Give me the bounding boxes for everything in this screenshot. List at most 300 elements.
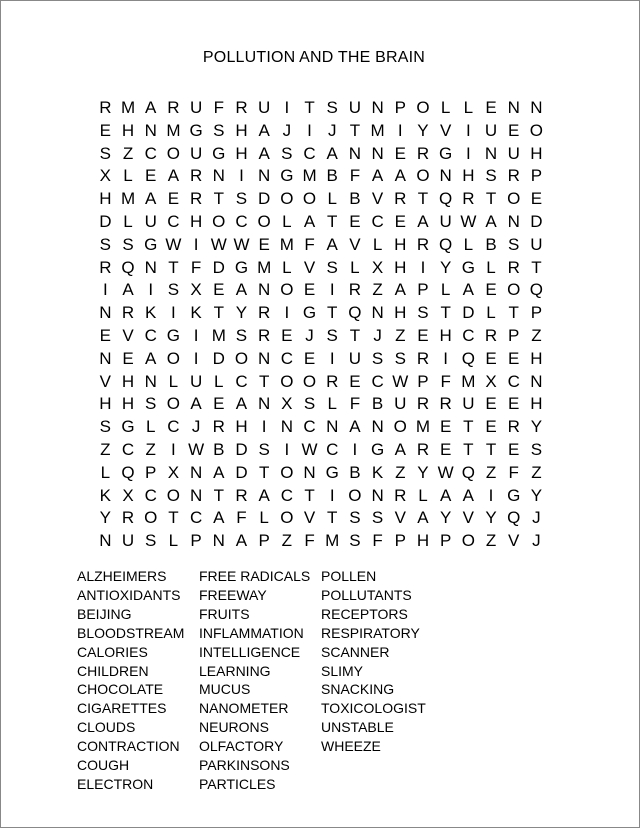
grid-letter: P (190, 531, 202, 551)
grid-letter: A (258, 485, 270, 505)
grid-letter: U (189, 143, 203, 163)
grid-letter: W (233, 234, 250, 254)
word-list-item: BLOODSTREAM (77, 624, 185, 641)
grid-letter: P (145, 462, 157, 482)
grid-letter: B (349, 189, 361, 209)
grid-letter: M (166, 120, 181, 140)
grid-letter: L (327, 189, 337, 209)
grid-letter: Z (100, 439, 111, 459)
grid-letter: L (168, 371, 179, 391)
grid-letter: N (258, 166, 271, 186)
grid-letter: I (102, 280, 108, 300)
grid-letter: J (191, 417, 201, 437)
grid-letter: U (189, 98, 203, 117)
grid-letter: D (530, 211, 543, 231)
grid-letter: O (166, 485, 181, 505)
word-list-item: CHOCOLATE (77, 681, 164, 698)
grid-letter: S (326, 257, 338, 277)
word-list-item: FRUITS (199, 605, 250, 622)
grid-letter: C (326, 439, 339, 459)
grid-letter: L (418, 485, 428, 505)
grid-letter: R (507, 257, 520, 277)
grid-letter: C (144, 143, 157, 163)
grid-letter: T (327, 508, 338, 528)
grid-letter: P (394, 98, 406, 117)
grid-letter: E (508, 439, 520, 459)
word-list-item: OLFACTORY (199, 738, 284, 755)
grid-letter: R (235, 485, 248, 505)
grid-letter: W (460, 211, 477, 231)
grid-letter: L (372, 234, 383, 254)
grid-letter: E (394, 143, 406, 163)
grid-letter: U (121, 531, 135, 551)
grid-letter: B (213, 439, 225, 459)
grid-letter: S (99, 417, 112, 437)
grid-letter: I (284, 98, 290, 117)
grid-letter: R (121, 508, 135, 528)
grid-letter: A (190, 394, 202, 414)
grid-letter: K (371, 462, 384, 482)
grid-letter: T (327, 303, 338, 323)
grid-letter: E (281, 325, 293, 345)
grid-letter: G (166, 325, 181, 345)
word-list-item: BEIJING (77, 605, 132, 622)
grid-letter: H (439, 325, 452, 345)
grid-letter: A (417, 211, 429, 231)
grid-letter: E (122, 348, 134, 368)
grid-letter: U (144, 211, 157, 231)
word-list-item: CONTRACTION (77, 738, 180, 755)
word-list-item: SCANNER (321, 643, 390, 660)
grid-letter: O (257, 211, 271, 231)
letter-grid (94, 97, 548, 553)
grid-letter: Y (530, 417, 543, 437)
grid-letter: G (325, 462, 339, 482)
grid-letter: S (213, 120, 225, 140)
grid-letter: V (303, 257, 316, 277)
grid-letter: E (99, 325, 112, 345)
grid-letter: R (416, 234, 430, 254)
grid-letter: G (370, 439, 385, 459)
grid-letter: A (213, 508, 225, 528)
grid-letter: T (213, 303, 224, 323)
grid-letter: I (329, 280, 335, 300)
grid-letter: N (189, 462, 203, 482)
grid-letter: C (121, 439, 135, 459)
grid-letter: E (485, 394, 497, 414)
grid-letter: R (416, 143, 430, 163)
grid-letter: M (415, 417, 431, 437)
grid-letter: H (235, 120, 248, 140)
grid-letter: P (530, 166, 543, 186)
grid-letter: C (303, 143, 316, 163)
grid-letter: F (304, 234, 315, 254)
grid-letter: L (145, 417, 156, 437)
grid-letter: N (530, 371, 543, 391)
grid-letter: T (304, 485, 315, 505)
grid-letter: V (394, 508, 406, 528)
grid-letter: X (371, 257, 384, 277)
grid-letter: N (371, 143, 384, 163)
grid-letter: N (189, 485, 203, 505)
grid-letter: J (532, 508, 541, 528)
grid-letter: L (463, 234, 474, 254)
grid-letter: Q (439, 234, 453, 254)
grid-letter: V (439, 120, 452, 140)
grid-letter: R (258, 325, 271, 345)
grid-letter: O (302, 189, 317, 209)
grid-letter: S (145, 394, 157, 414)
grid-letter: S (281, 143, 293, 163)
word-list-item: INFLAMMATION (199, 624, 304, 641)
grid-letter: R (484, 325, 498, 345)
word-list-item: CIGARETTES (77, 700, 167, 717)
word-list-column-2 (199, 567, 310, 794)
grid-letter: U (484, 120, 498, 140)
grid-letter: V (508, 531, 520, 551)
word-list-item: MUCUS (199, 681, 251, 698)
word-list-item: CALORIES (77, 643, 148, 660)
grid-letter: Z (281, 531, 293, 551)
grid-letter: P (258, 531, 270, 551)
grid-letter: F (349, 394, 361, 414)
grid-letter: G (144, 234, 158, 254)
grid-letter: T (327, 211, 338, 231)
word-list-item: ALZHEIMERS (77, 568, 167, 584)
grid-letter: F (508, 462, 519, 482)
grid-letter: U (462, 394, 475, 414)
grid-letter: J (305, 325, 314, 345)
grid-letter: L (214, 371, 224, 391)
grid-letter: D (99, 211, 112, 231)
grid-letter: V (462, 508, 475, 528)
grid-letter: N (303, 462, 316, 482)
grid-letter: O (280, 189, 294, 209)
grid-letter: T (440, 303, 451, 323)
grid-letter: N (99, 303, 112, 323)
grid-letter: E (485, 348, 497, 368)
grid-letter: E (303, 348, 316, 368)
grid-letter: F (213, 98, 224, 117)
grid-letter: G (302, 303, 317, 323)
grid-letter: E (439, 439, 452, 459)
grid-letter: O (393, 417, 407, 437)
grid-letter: E (394, 211, 406, 231)
grid-letter: F (349, 166, 361, 186)
grid-letter: G (280, 166, 294, 186)
word-list-item: NANOMETER (199, 700, 289, 717)
grid-letter: Y (99, 508, 112, 528)
grid-letter: O (348, 485, 362, 505)
word-list-item: TOXICOLOGIST (321, 700, 426, 717)
grid-letter: C (235, 211, 248, 231)
grid-letter: I (397, 120, 403, 140)
grid-letter: T (485, 439, 497, 459)
grid-letter: O (166, 394, 181, 414)
grid-letter: A (122, 280, 134, 300)
grid-letter: E (349, 211, 361, 231)
grid-letter: T (258, 371, 270, 391)
grid-letter: L (440, 98, 451, 117)
grid-letter: S (349, 531, 361, 551)
grid-letter: V (371, 189, 384, 209)
grid-letter: R (507, 166, 520, 186)
grid-letter: A (167, 166, 180, 186)
grid-letter: Q (348, 303, 362, 323)
grid-letter: E (167, 189, 180, 209)
grid-letter: I (329, 348, 335, 368)
grid-letter: R (416, 348, 430, 368)
grid-letter: O (234, 348, 249, 368)
grid-letter: J (282, 120, 292, 140)
grid-letter: O (507, 189, 521, 209)
grid-letter: A (258, 143, 270, 163)
grid-letter: D (212, 257, 225, 277)
grid-letter: A (462, 280, 475, 300)
grid-letter: N (530, 98, 543, 117)
grid-letter: I (443, 348, 449, 368)
grid-letter: T (349, 120, 361, 140)
grid-letter: M (461, 371, 476, 391)
grid-letter: O (212, 211, 226, 231)
grid-letter: A (394, 439, 406, 459)
grid-letter: N (507, 98, 520, 117)
grid-letter: C (303, 417, 316, 437)
grid-letter: L (123, 166, 133, 186)
grid-letter: O (416, 166, 430, 186)
grid-letter: I (284, 439, 290, 459)
grid-letter: R (235, 98, 248, 117)
grid-letter: R (394, 485, 407, 505)
grid-letter: H (235, 143, 248, 163)
grid-letter: O (280, 508, 294, 528)
grid-letter: E (258, 234, 270, 254)
grid-letter: C (235, 371, 248, 391)
grid-letter: E (349, 371, 361, 391)
grid-letter: H (416, 531, 430, 551)
grid-letter: C (189, 508, 203, 528)
grid-letter: E (145, 166, 157, 186)
grid-letter: S (303, 394, 316, 414)
grid-letter: E (485, 417, 497, 437)
grid-letter: M (279, 234, 294, 254)
grid-letter: Q (461, 462, 475, 482)
grid-letter: G (234, 257, 249, 277)
grid-letter: W (165, 234, 182, 254)
word-list-item: POLLEN (321, 568, 377, 584)
grid-letter: U (348, 98, 362, 117)
grid-letter: C (144, 485, 157, 505)
grid-letter: A (394, 280, 406, 300)
grid-letter: Z (395, 325, 406, 345)
grid-letter: N (212, 531, 225, 551)
grid-letter: G (507, 485, 521, 505)
grid-letter: N (258, 280, 271, 300)
grid-letter: I (239, 166, 244, 186)
grid-letter: E (303, 280, 316, 300)
grid-letter: U (439, 211, 452, 231)
grid-letter: X (485, 371, 497, 391)
grid-letter: S (99, 234, 112, 254)
word-list-item: INTELLIGENCE (199, 643, 301, 660)
grid-letter: N (258, 348, 271, 368)
grid-letter: A (439, 485, 452, 505)
grid-letter: E (213, 394, 225, 414)
grid-letter: W (210, 234, 227, 254)
grid-letter: N (484, 143, 498, 163)
grid-letter: N (371, 98, 384, 117)
grid-letter: S (417, 303, 429, 323)
grid-letter: N (371, 303, 384, 323)
grid-letter: S (326, 98, 338, 117)
grid-letter: R (212, 417, 225, 437)
grid-letter: S (485, 166, 497, 186)
grid-letter: Q (121, 257, 135, 277)
grid-letter: J (373, 325, 382, 345)
grid-letter: U (258, 98, 271, 117)
grid-letter: H (394, 234, 407, 254)
grid-letter: Z (395, 462, 406, 482)
grid-letter: I (261, 417, 267, 437)
grid-letter: T (485, 189, 497, 209)
grid-letter: I (193, 325, 199, 345)
grid-letter: S (99, 143, 112, 163)
grid-letter: D (258, 189, 271, 209)
grid-letter: N (144, 257, 157, 277)
grid-letter: C (462, 325, 475, 345)
grid-letter: C (280, 348, 293, 368)
grid-letter: Y (485, 508, 497, 528)
grid-letter: N (144, 371, 157, 391)
grid-letter: A (235, 394, 248, 414)
grid-letter: F (440, 371, 451, 391)
grid-letter: H (121, 120, 135, 140)
grid-letter: T (417, 189, 429, 209)
grid-letter: I (420, 257, 426, 277)
grid-letter: F (304, 531, 315, 551)
grid-letter: V (303, 508, 316, 528)
grid-letter: E (485, 280, 497, 300)
grid-letter: Z (145, 439, 156, 459)
grid-letter: I (284, 303, 290, 323)
grid-letter: N (507, 211, 520, 231)
grid-letter: P (439, 531, 452, 551)
grid-letter: I (171, 439, 176, 459)
word-list-item: UNSTABLE (321, 719, 394, 736)
grid-letter: R (99, 257, 112, 277)
grid-letter: Z (485, 462, 497, 482)
grid-letter: A (371, 166, 384, 186)
word-list-item: SLIMY (321, 662, 364, 679)
grid-letter: U (394, 394, 407, 414)
grid-letter: J (327, 120, 337, 140)
grid-letter: S (530, 439, 543, 459)
word-list-column-3 (321, 567, 426, 756)
word-list-item: ANTIOXIDANTS (77, 586, 181, 603)
grid-letter: I (352, 439, 358, 459)
grid-letter: B (485, 234, 497, 254)
grid-letter: S (394, 348, 406, 368)
grid-letter: L (168, 531, 179, 551)
grid-letter: K (145, 303, 157, 323)
grid-letter: O (507, 280, 521, 300)
grid-letter: Z (531, 325, 542, 345)
grid-letter: D (212, 348, 225, 368)
word-list-item: WHEEZE (321, 738, 381, 755)
grid-letter: I (193, 348, 199, 368)
grid-letter: L (486, 257, 496, 277)
grid-letter: R (394, 189, 407, 209)
grid-letter: H (121, 371, 135, 391)
grid-letter: T (463, 439, 474, 459)
grid-letter: Z (531, 462, 542, 482)
grid-letter: B (326, 166, 338, 186)
grid-letter: O (529, 120, 544, 140)
grid-letter: L (282, 211, 292, 231)
grid-letter: G (461, 257, 475, 277)
grid-letter: M (370, 120, 385, 140)
grid-letter: H (530, 143, 543, 163)
grid-letter: R (439, 394, 452, 414)
grid-letter: N (439, 166, 452, 186)
word-list-column-1 (77, 567, 184, 794)
grid-letter: T (213, 189, 224, 209)
grid-letter: O (302, 371, 317, 391)
grid-letter: U (530, 234, 543, 254)
grid-letter: O (280, 280, 294, 300)
grid-letter: S (122, 234, 134, 254)
grid-letter: D (462, 303, 475, 323)
grid-letter: K (99, 485, 112, 505)
grid-letter: F (236, 508, 247, 528)
grid-letter: A (462, 485, 475, 505)
grid-letter: Z (122, 143, 134, 163)
grid-letter: I (465, 143, 471, 163)
grid-letter: N (280, 417, 293, 437)
grid-letter: E (485, 98, 497, 117)
grid-letter: M (302, 166, 317, 186)
word-list-item: COUGH (77, 757, 130, 774)
grid-letter: H (394, 303, 407, 323)
word-list-item: POLLUTANTS (321, 586, 412, 603)
word-list-item: LEARNING (199, 662, 271, 679)
grid-letter: X (122, 485, 134, 505)
grid-letter: H (530, 348, 543, 368)
grid-letter: U (507, 143, 520, 163)
grid-letter: H (394, 257, 407, 277)
grid-letter: N (348, 143, 362, 163)
grid-letter: V (122, 325, 134, 345)
grid-letter: M (120, 189, 136, 209)
grid-letter: Z (372, 280, 383, 300)
grid-letter: I (329, 485, 335, 505)
grid-letter: H (189, 211, 203, 231)
grid-letter: G (439, 143, 453, 163)
grid-letter: Y (439, 257, 452, 277)
grid-letter: N (371, 485, 384, 505)
grid-letter: C (280, 485, 293, 505)
grid-letter: X (99, 166, 112, 186)
grid-letter: N (99, 348, 112, 368)
grid-letter: X (167, 462, 180, 482)
grid-letter: A (258, 120, 270, 140)
grid-letter: L (123, 211, 133, 231)
word-list-item: RESPIRATORY (321, 624, 420, 641)
grid-letter: X (190, 280, 202, 300)
grid-letter: B (371, 394, 384, 414)
grid-letter: N (144, 120, 157, 140)
grid-letter: A (394, 166, 406, 186)
